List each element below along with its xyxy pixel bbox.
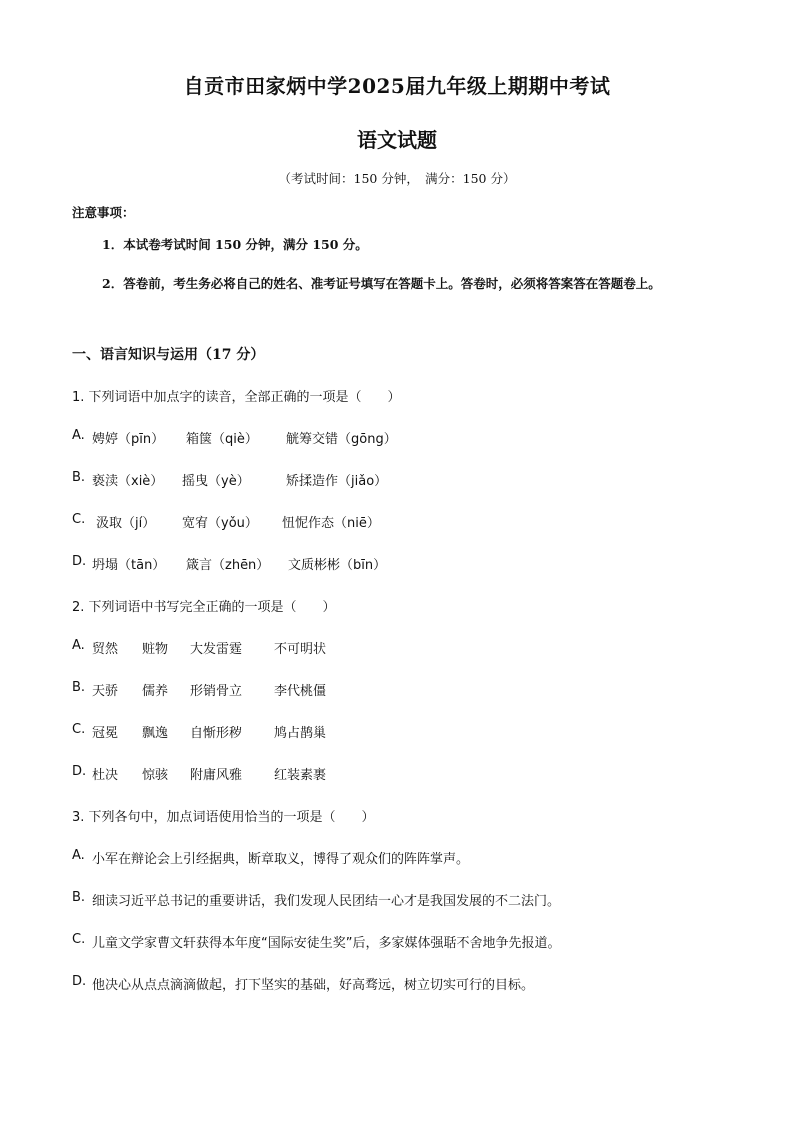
option-word: 天骄 [92, 684, 119, 699]
option-word: 亵渎（xiè） [92, 474, 164, 489]
option-text: 他决心从点点滴滴做起，打下坚实的基础，好高骛远，树立切实可行的目标。 [92, 978, 535, 993]
option-label: A. [72, 848, 85, 863]
option-label: A. [72, 428, 85, 443]
notice-item: 2．答卷前，考生务必将自己的姓名、准考证号填写在答题卡上。答卷时，必须将答案答在答题卷上。 [102, 276, 661, 291]
exam-subtitle: 语文试题 [357, 128, 437, 152]
option-word: 杜决 [92, 768, 119, 783]
option-word: 鸠占鹊巢 [274, 726, 327, 741]
option-label: C. [72, 512, 86, 527]
option-label: B. [72, 680, 86, 695]
notice-heading: 注意事项： [72, 205, 135, 220]
option-text: 儿童文学家曹文轩获得本年度“国际安徒生奖”后，多家媒体强聒不舍地争先报道。 [92, 936, 561, 951]
option-text: 小军在辩论会上引经据典，断章取义，博得了观众们的阵阵掌声。 [92, 852, 470, 867]
option-word: 不可明状 [274, 642, 327, 657]
section-heading: 一、语言知识与运用（17 分） [72, 347, 265, 363]
option-label: C. [72, 722, 86, 737]
option-label: D. [72, 554, 87, 569]
exam-title: 自贡市田家炳中学2025届九年级上期期中考试 [183, 74, 611, 98]
question-stem: 1. 下列词语中加点字的读音，全部正确的一项是（ ） [72, 390, 401, 405]
option-word: 李代桃僵 [274, 684, 327, 699]
option-word: 形销骨立 [190, 684, 243, 699]
option-label: B. [72, 470, 86, 485]
option-word: 矫揉造作（jiǎo） [286, 474, 388, 489]
option-word: 文质彬彬（bīn） [288, 558, 387, 573]
option-word: 大发雷霆 [190, 642, 243, 657]
option-word: 自惭形秽 [190, 726, 243, 741]
option-word: 惊骇 [142, 768, 169, 783]
option-label: B. [72, 890, 86, 905]
option-word: 觥筹交错（gōng） [286, 432, 397, 447]
question-stem: 2. 下列词语中书写完全正确的一项是（ ） [72, 600, 336, 615]
option-word: 飘逸 [142, 726, 169, 741]
option-word: 忸怩作态（niē） [282, 516, 380, 531]
option-word: 红装素裹 [274, 768, 327, 783]
option-label: A. [72, 638, 85, 653]
option-word: 附庸风雅 [190, 768, 243, 783]
option-word: 箱箧（qiè） [186, 432, 258, 447]
option-word: 摇曳（yè） [182, 474, 250, 489]
question-stem: 3. 下列各句中，加点词语使用恰当的一项是（ ） [72, 810, 375, 825]
option-word: 冠冕 [92, 726, 119, 741]
option-word: 娉婷（pīn） [92, 432, 165, 447]
option-word: 贸然 [92, 642, 119, 657]
option-word: 儒养 [142, 684, 169, 699]
option-label: C. [72, 932, 86, 947]
exam-time-score: （考试时间：150 分钟， 满分：150 分） [278, 171, 516, 186]
option-label: D. [72, 764, 87, 779]
option-word: 坍塌（tān） [92, 558, 166, 573]
option-word: 箴言（zhēn） [186, 558, 270, 573]
option-label: D. [72, 974, 87, 989]
notice-item: 1．本试卷考试时间 150 分钟，满分 150 分。 [102, 237, 368, 252]
option-word: 宽宥（yǒu） [182, 516, 258, 531]
option-word: 汲取（jí） [96, 516, 156, 531]
option-word: 赃物 [142, 642, 169, 657]
option-text: 细读习近平总书记的重要讲话，我们发现人民团结一心才是我国发展的不二法门。 [92, 894, 561, 909]
